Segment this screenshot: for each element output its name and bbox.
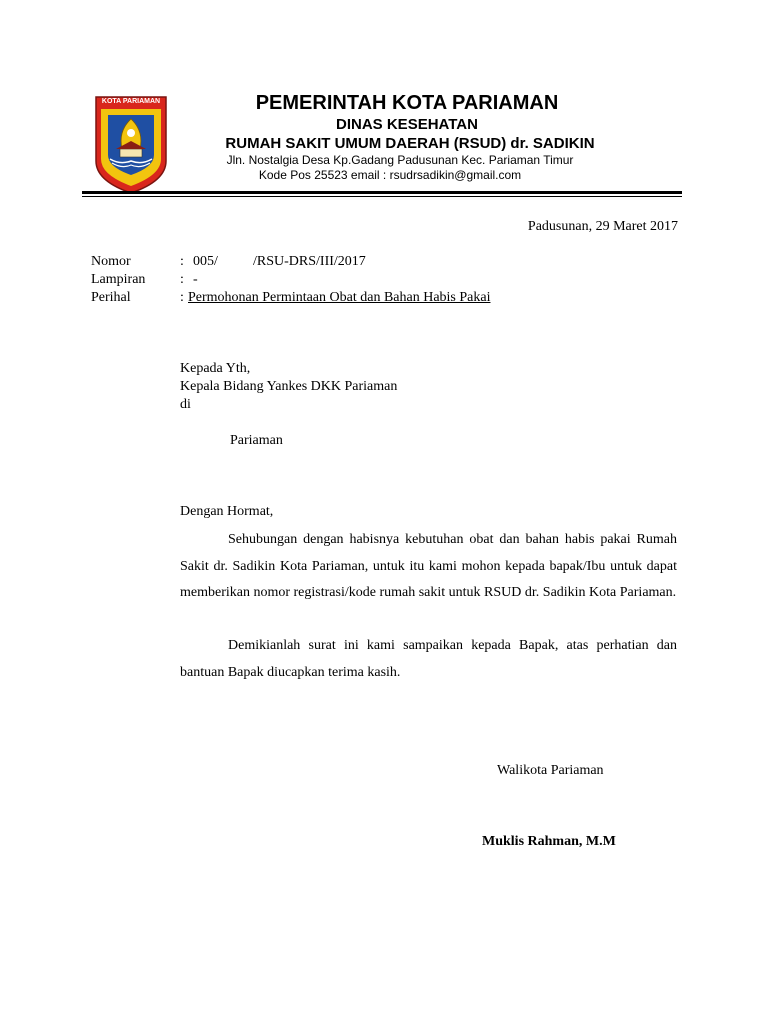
emblem-label: KOTA PARIAMAN [101, 98, 161, 105]
perihal-value: Permohonan Permintaan Obat dan Bahan Habis Pakai [188, 290, 491, 305]
signatory-title: Walikota Pariaman [497, 763, 604, 778]
letterhead-hospital: RUMAH SAKIT UMUM DAERAH (RSUD) dr. SADIKIN [225, 135, 595, 152]
letterhead-divider-thick [82, 191, 682, 194]
perihal-separator: : [180, 290, 184, 305]
lampiran-label: Lampiran [91, 272, 146, 287]
salutation: Dengan Hormat, [180, 504, 274, 519]
recipient-di: di [180, 397, 191, 412]
recipient-greeting: Kepada Yth, [180, 361, 251, 376]
letterhead-department: DINAS KESEHATAN [336, 116, 478, 133]
nomor-value-prefix: 005/ [193, 254, 218, 269]
letterhead-government: PEMERINTAH KOTA PARIAMAN [255, 92, 559, 114]
letterhead-divider-thin [82, 196, 682, 197]
lampiran-separator: : [180, 272, 184, 287]
emblem-shield-icon [94, 95, 168, 195]
nomor-value-suffix: /RSU-DRS/III/2017 [253, 254, 366, 269]
nomor-separator: : [180, 254, 184, 269]
perihal-label: Perihal [91, 290, 131, 305]
body-paragraph-2: Demikianlah surat ini kami sampaikan kepada Bapak, atas perhatian dan bantuan Bapak diucapkan terima kasih. [180, 638, 677, 680]
body-paragraph-1: Sehubungan dengan habisnya kebutuhan obat dan bahan habis pakai Rumah Sakit dr. Sadikin Kota Pariaman, untuk itu kami mohon kepada bapak/Ibu untuk dapat memberikan nomor registrasi/kode rumah sakit untuk RSUD dr. Sadikin Kota Pariaman. [180, 532, 677, 600]
letterhead-address: Jln. Nostalgia Desa Kp.Gadang Padusunan Kec. Pariaman Timur [226, 153, 574, 167]
letter-date: Padusunan, 29 Maret 2017 [527, 219, 678, 234]
recipient-city: Pariaman [230, 433, 283, 448]
city-emblem-logo [94, 95, 168, 195]
letterhead-contact: Kode Pos 25523 email : rsudrsadikin@gmail.com [258, 168, 522, 182]
recipient-name: Kepala Bidang Yankes DKK Pariaman [180, 379, 398, 394]
nomor-label: Nomor [91, 254, 131, 269]
lampiran-value: - [193, 272, 198, 287]
signatory-name: Muklis Rahman, M.M [482, 834, 616, 849]
